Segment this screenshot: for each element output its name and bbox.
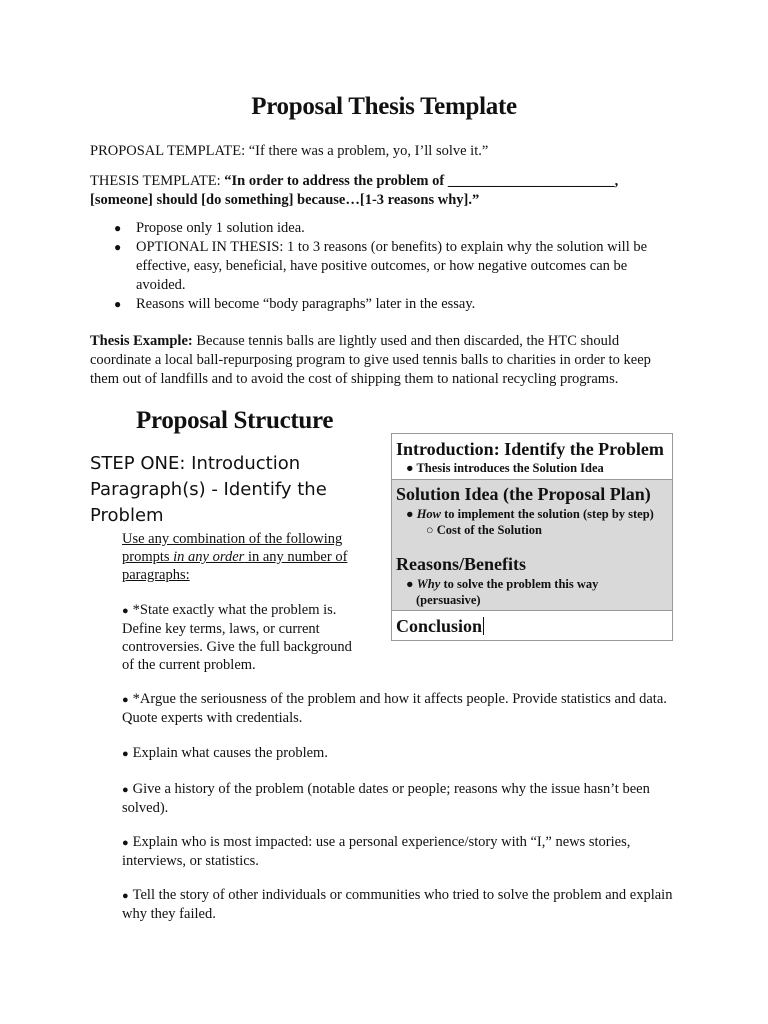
- figure-reasons-line2: (persuasive): [416, 593, 481, 607]
- bullet-icon: ●: [122, 837, 129, 849]
- thesis-example: [90, 332, 680, 389]
- list-item: ● Give a history of the problem (notable dates or people; reasons why the issue hasn’t been solved).: [122, 781, 650, 816]
- bullet-icon: ●: [122, 694, 129, 706]
- thesis-template-label: THESIS TEMPLATE:: [90, 173, 225, 189]
- step-one-title: STEP ONE: Introduction Paragraph(s) - Identify the Problem: [90, 453, 327, 526]
- figure-intro-bullet: ● Thesis introduces the Solution Idea: [406, 461, 604, 475]
- thesis-template-line2: [someone] should [do something] because…[1-3 reasons why].”: [90, 192, 480, 208]
- bullet-icon: ●: [122, 605, 129, 617]
- bullet-icon: ●: [114, 240, 122, 254]
- list-item: ● Propose only 1 solution idea.: [114, 220, 305, 236]
- figure-solution-heading: Solution Idea (the Proposal Plan): [396, 484, 651, 504]
- proposal-template-label: PROPOSAL TEMPLATE:: [90, 143, 249, 159]
- step-one-intro: Use any combination of the following prompts in any order in any number of paragraphs:: [122, 531, 348, 583]
- figure-solution-bullet: ● How to implement the solution (step by step): [406, 507, 654, 521]
- proposal-template-line: [90, 142, 690, 161]
- list-item: ● *State exactly what the problem is. Define key terms, laws, or current controversies. Give the full background of the current problem.: [122, 602, 352, 673]
- thesis-example-text: Because tennis balls are lightly used and then discarded, the HTC should coordinate a local ball-repurposing program to give used tennis balls to charities in order to keep them out of landfills and to avoid the cost of shipping them to national recycling programs.: [90, 333, 651, 387]
- thesis-example-label: Thesis Example:: [90, 333, 193, 349]
- figure-solution-sub: ○ Cost of the Solution: [426, 523, 542, 537]
- thesis-template-line1: “In order to address the problem of _______________________,: [224, 173, 619, 189]
- proposal-template-text: “If there was a problem, yo, I’ll solve it.”: [248, 143, 489, 159]
- text-cursor: [483, 617, 484, 635]
- figure-intro-section: [392, 434, 672, 480]
- list-item: ● OPTIONAL IN THESIS: 1 to 3 reasons (or benefits) to explain why the solution will be effective, easy, beneficial, have positive outcomes, or how negative outcomes can be avoided.: [114, 239, 648, 293]
- thesis-template: [90, 172, 690, 210]
- thesis-rules-list: [90, 219, 680, 314]
- figure-reasons-heading: Reasons/Benefits: [396, 554, 526, 574]
- figure-reasons-bullet: ● Why to solve the problem this way: [406, 577, 599, 591]
- bullet-icon: ●: [114, 297, 122, 311]
- list-item: ● Reasons will become “body paragraphs” later in the essay.: [114, 296, 476, 312]
- bullet-icon: ●: [114, 221, 122, 235]
- list-item: ● *Argue the seriousness of the problem and how it affects people. Provide statistics and data. Quote experts with credentials.: [122, 691, 667, 726]
- bullet-icon: ●: [122, 784, 129, 796]
- bullet-icon: ●: [122, 890, 129, 902]
- figure-intro-heading: Introduction: Identify the Problem: [396, 439, 664, 459]
- figure-solution-section: [392, 480, 672, 611]
- figure-conclusion-section: [392, 611, 672, 640]
- structure-heading: Proposal Structure: [136, 407, 334, 434]
- page-title: Proposal Thesis Template: [251, 93, 517, 120]
- list-item: ● Explain who is most impacted: use a personal experience/story with “I,” news stories, interviews, or statistics.: [122, 834, 631, 869]
- list-item: ● Tell the story of other individuals or communities who tried to solve the problem and explain why they failed.: [122, 887, 673, 922]
- bullet-icon: ●: [122, 748, 129, 760]
- proposal-structure-figure: [391, 433, 673, 641]
- list-item: ● Explain what causes the problem.: [122, 745, 328, 761]
- figure-conclusion-heading: Conclusion: [396, 616, 483, 636]
